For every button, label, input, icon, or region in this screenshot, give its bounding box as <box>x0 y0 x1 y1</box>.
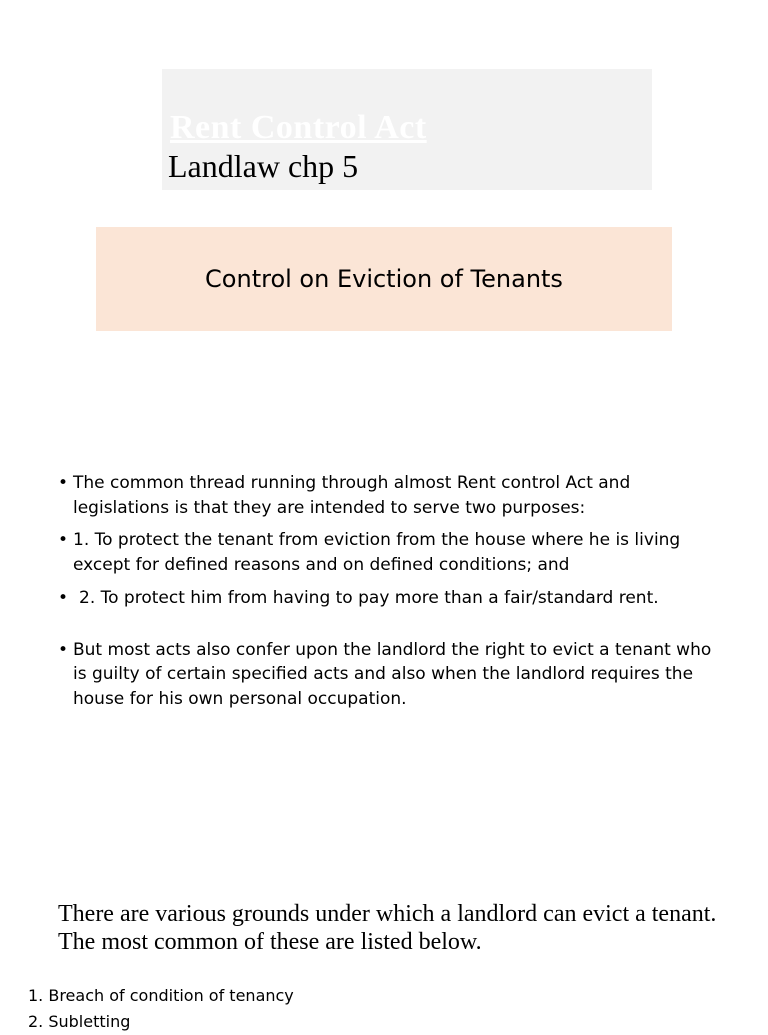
bullet-item <box>58 528 728 577</box>
bullet-text: 1. To protect the tenant from eviction from the house where he is living except for defined reasons and on defined conditions; and <box>73 530 681 575</box>
grounds-list <box>28 983 294 1035</box>
section-heading: Control on Eviction of Tenants <box>205 265 563 293</box>
bullet-item <box>58 586 728 611</box>
title-box <box>162 69 652 190</box>
bullet-text: 2. To protect him from having to pay more than a fair/standard rent. <box>79 588 659 608</box>
bullet-text: But most acts also confer upon the landlord the right to evict a tenant who is guilty of certain specified acts and also when the landlord requires the house for his own personal occupation. <box>73 639 712 709</box>
document-title: Rent Control Act <box>170 109 427 146</box>
bullet-dot: • <box>58 588 69 608</box>
section-heading-box <box>96 227 672 331</box>
bullet-item <box>58 471 728 520</box>
bullet-list <box>58 471 728 711</box>
bullet-dot: • <box>58 473 69 493</box>
list-item: 1. Breach of condition of tenancy <box>28 986 294 1005</box>
bullet-dot: • <box>58 530 69 550</box>
grounds-intro: There are various grounds under which a landlord can evict a tenant. The most common of these are listed below. <box>58 901 717 955</box>
bullet-item <box>58 638 728 712</box>
list-item: 2. Subletting <box>28 1012 131 1031</box>
bullet-text: The common thread running through almost Rent control Act and legislations is that they are intended to serve two purposes: <box>73 473 631 518</box>
document-subtitle: Landlaw chp 5 <box>168 148 359 184</box>
bullet-dot: • <box>58 639 69 660</box>
